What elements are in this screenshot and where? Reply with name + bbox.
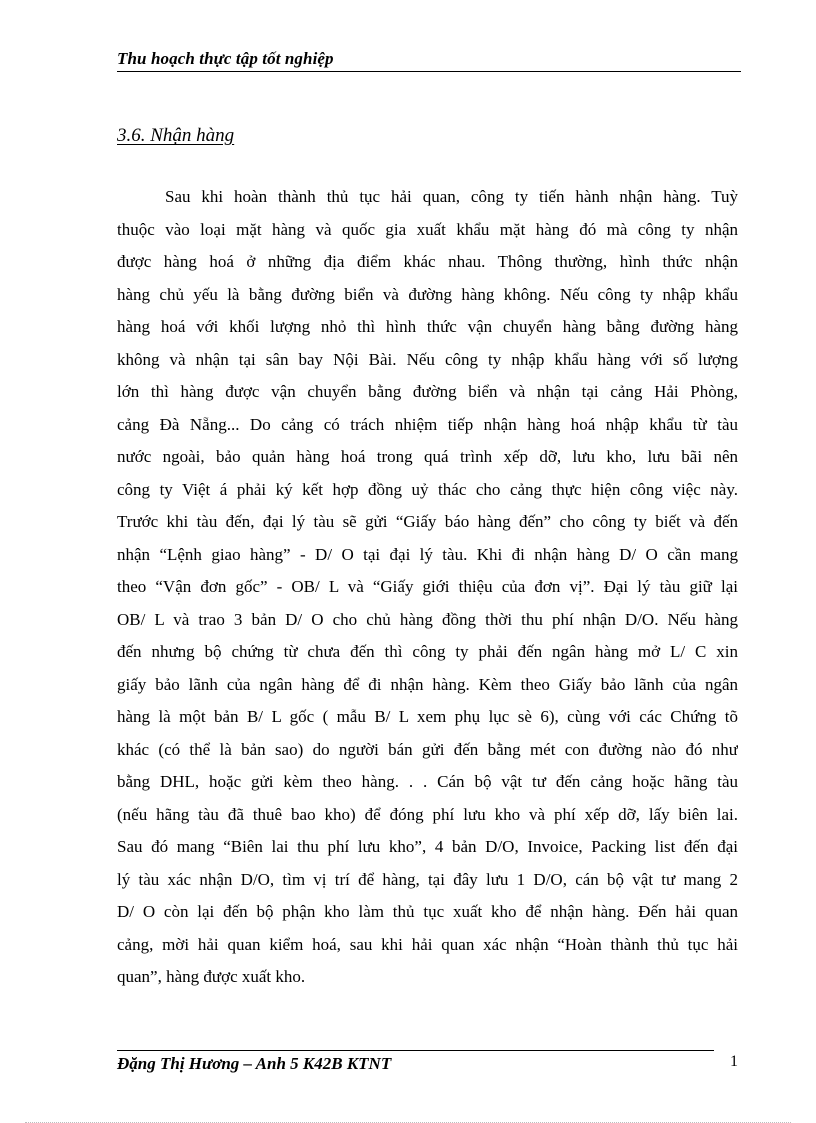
paragraph-line: bằng DHL, hoặc gửi kèm theo hàng. . . Cán bộ vật tư đến cảng hoặc hãng tàu [117, 772, 738, 791]
footer-author: Đặng Thị Hương – Anh 5 K42B KTNT [117, 1054, 392, 1073]
paragraph-line: hàng chủ yếu là bằng đường biển và đường hàng không. Nếu công ty nhập khẩu [117, 284, 738, 304]
paragraph-line: hàng hoá với khối lượng nhỏ thì hình thức vận chuyển hàng bằng đường hàng [117, 317, 738, 336]
paragraph-line: Sau khi hoàn thành thủ tục hải quan, công ty tiến hành nhận hàng. Tuỳ [165, 187, 738, 206]
paragraph-line: lớn thì hàng được vận chuyển bằng đường biển và nhận tại cảng Hải Phòng, [117, 382, 738, 401]
body-paragraph [117, 181, 738, 994]
section-heading: 3.6. Nhận hàng [117, 125, 235, 146]
paragraph-line: hàng là một bản B/ L gốc ( mẫu B/ L xem phụ lục sè 6), cùng với các Chứng tõ [117, 707, 738, 726]
paragraph-line: thuộc vào loại mặt hàng và quốc gia xuất khẩu mặt hàng đó mà công ty nhận [117, 219, 738, 239]
paragraph-line: công ty Việt á phải ký kết hợp đồng uỷ thác cho cảng thực hiện công việc này. [117, 479, 738, 499]
paragraph-line: không và nhận tại sân bay Nội Bài. Nếu công ty nhập khẩu hàng với số lượng [117, 349, 738, 369]
paragraph-line: lý tàu xác nhận D/O, tìm vị trí để hàng, tại đây lưu 1 D/O, cán bộ vật tư mang 2 [117, 869, 738, 889]
paragraph-line: khác (có thể là bản sao) do người bán gửi đến bằng mét con đường nào đó như [117, 739, 738, 759]
paragraph-line: cảng Đà Nẵng... Do cảng có trách nhiệm tiếp nhận hàng hoá nhập khẩu từ tàu [117, 414, 738, 434]
paragraph-line: đến nhưng bộ chứng từ chưa đến thì công ty phải đến ngân hàng mở L/ C xin [117, 642, 738, 661]
paragraph-line: nhận “Lệnh giao hàng” - D/ O tại đại lý tàu. Khi đi nhận hàng D/ O cần mang [117, 544, 738, 564]
paragraph-line: quan”, hàng được xuất kho. [117, 967, 306, 986]
paragraph-line: OB/ L và trao 3 bản D/ O cho chủ hàng đồng thời thu phí nhận D/O. Nếu hàng [117, 609, 738, 629]
paragraph-line: theo “Vận đơn gốc” - OB/ L và “Giấy giới thiệu của đơn vị”. Đại lý tàu giữ lại [117, 577, 738, 596]
paragraph-line: cảng, mời hải quan kiểm hoá, sau khi hải quan xác nhận “Hoàn thành thủ tục hải [117, 934, 738, 954]
paragraph-line: D/ O còn lại đến bộ phận kho làm thủ tục xuất kho để nhận hàng. Đến hải quan [117, 902, 738, 921]
paragraph-line: Sau đó mang “Biên lai thu phí lưu kho”, 4 bản D/O, Invoice, Packing list đến đại [117, 837, 738, 856]
paragraph-line: nước ngoài, bảo quản hàng hoá trong quá trình xếp dỡ, lưu kho, lưu bãi nên [117, 447, 738, 466]
paragraph-line: được hàng hoá ở những địa điểm khác nhau. Thông thường, hình thức nhận [117, 252, 738, 271]
footer-divider [117, 1050, 714, 1051]
page-number: 1 [730, 1053, 738, 1070]
paragraph-line: Trước khi tàu đến, đại lý tàu sẽ gửi “Giấy báo hàng đến” cho công ty biết và đến [117, 512, 738, 531]
paragraph-line: (nếu hãng tàu đã thuê bao kho) để đóng phí lưu kho và phí xếp dỡ, lấy biên lai. [117, 804, 738, 824]
paragraph-line: giấy bảo lãnh của ngân hàng để đi nhận hàng. Kèm theo Giấy bảo lãnh của ngân [117, 674, 738, 694]
running-header-title: Thu hoạch thực tập tốt nghiệp [117, 49, 334, 68]
header-divider [117, 71, 741, 72]
